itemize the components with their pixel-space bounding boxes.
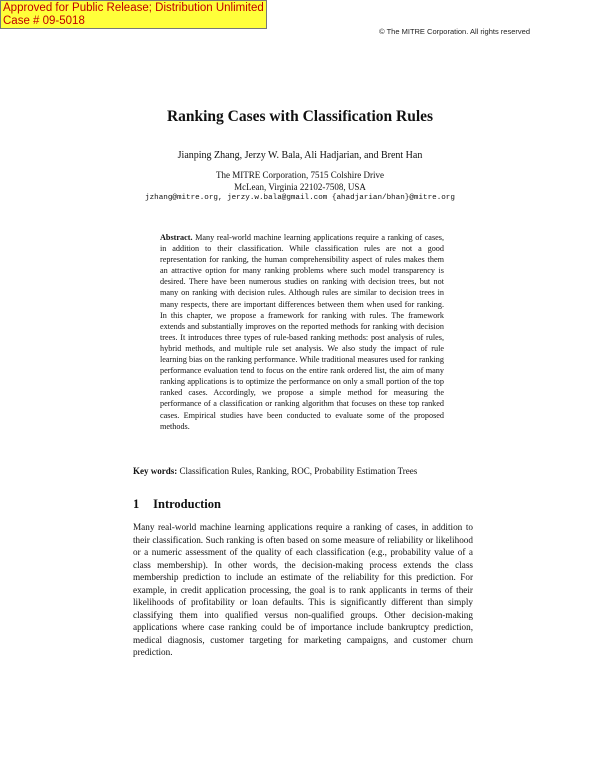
abstract-label: Abstract.: [160, 233, 193, 242]
paper-title: Ranking Cases with Classification Rules: [166, 108, 434, 125]
copyright-notice: © The MITRE Corporation. All rights reserved: [379, 27, 530, 36]
release-stamp-line1: Approved for Public Release; Distribution Unlimited: [3, 2, 264, 14]
introduction-paragraph: Many real-world machine learning applications require a ranking of cases, in addition to their classification. Such ranking is often based on some measure of reliability or likelihood or a numeric assessment of the quality of each classification (e.g., probability value of a class membership). In other words, the decision-making process extends the class membership prediction to include an estimate of the reliability for this prediction. For example, in credit application processing, the goal is to rank applicants in terms of their likelihoods of profitability or loan defaults. This is significantly different than simply classifying them into qualified versus non-qualified groups. Other decision-making applications where case ranking could be of importance include bankruptcy prediction, medical diagnosis, customer targeting for marketing campaigns, and customer churn prediction.: [133, 522, 473, 657]
section-heading: [133, 497, 221, 512]
keywords-label: Key words:: [133, 466, 178, 476]
abstract-text: Many real-world machine learning applications require a ranking of cases, in addition to their classification. While classification rules are not a good representation for ranking, the human comprehensibility aspect of rules makes them an attractive option for many ranking problems where such model transparency is desired. There have been numerous studies on ranking with decision trees, but not many on ranking with decision rules. Although rules are similar to decision trees in many respects, there are important differences between them when used for ranking. In this chapter, we propose a framework for ranking with rules. The framework extends and substantially improves on the reported methods for ranking with decision trees. It introduces three types of rule-based ranking methods: post analysis of rules, hybrid methods, and multiple rule set analysis. We also study the impact of rule learning bias on the ranking performance. While traditional measures used for ranking performance evaluation tend to focus on the entire rank ordered list, the aim of many ranking applications is to optimize the performance on only a small portion of the top ranked cases. Accordingly, we propose a simple method for measuring the performance of a classification or ranking algorithm that focuses on these top ranked cases. Empirical studies have been conducted to evaluate some of the proposed methods.: [160, 233, 444, 431]
keywords-text: Classification Rules, Ranking, ROC, Probability Estimation Trees: [179, 466, 418, 476]
section-number: 1: [133, 497, 140, 511]
keywords: [133, 466, 493, 476]
author-list: Jianping Zhang, Jerzy W. Bala, Ali Hadjarian, and Brent Han: [177, 150, 423, 161]
release-stamp: [0, 0, 267, 29]
abstract: [160, 232, 444, 432]
affiliation-line1: The MITRE Corporation, 7515 Colshire Drive: [216, 170, 384, 180]
author-emails: jzhang@mitre.org, jerzy.w.bala@gmail.com {ahadjarian/bhan}@mitre.org: [145, 194, 455, 202]
affiliation-line2: McLean, Virginia 22102-7508, USA: [234, 181, 366, 192]
section-title: Introduction: [153, 497, 221, 511]
affiliation-block: [0, 170, 600, 205]
release-stamp-line2: Case # 09-5018: [3, 14, 85, 27]
